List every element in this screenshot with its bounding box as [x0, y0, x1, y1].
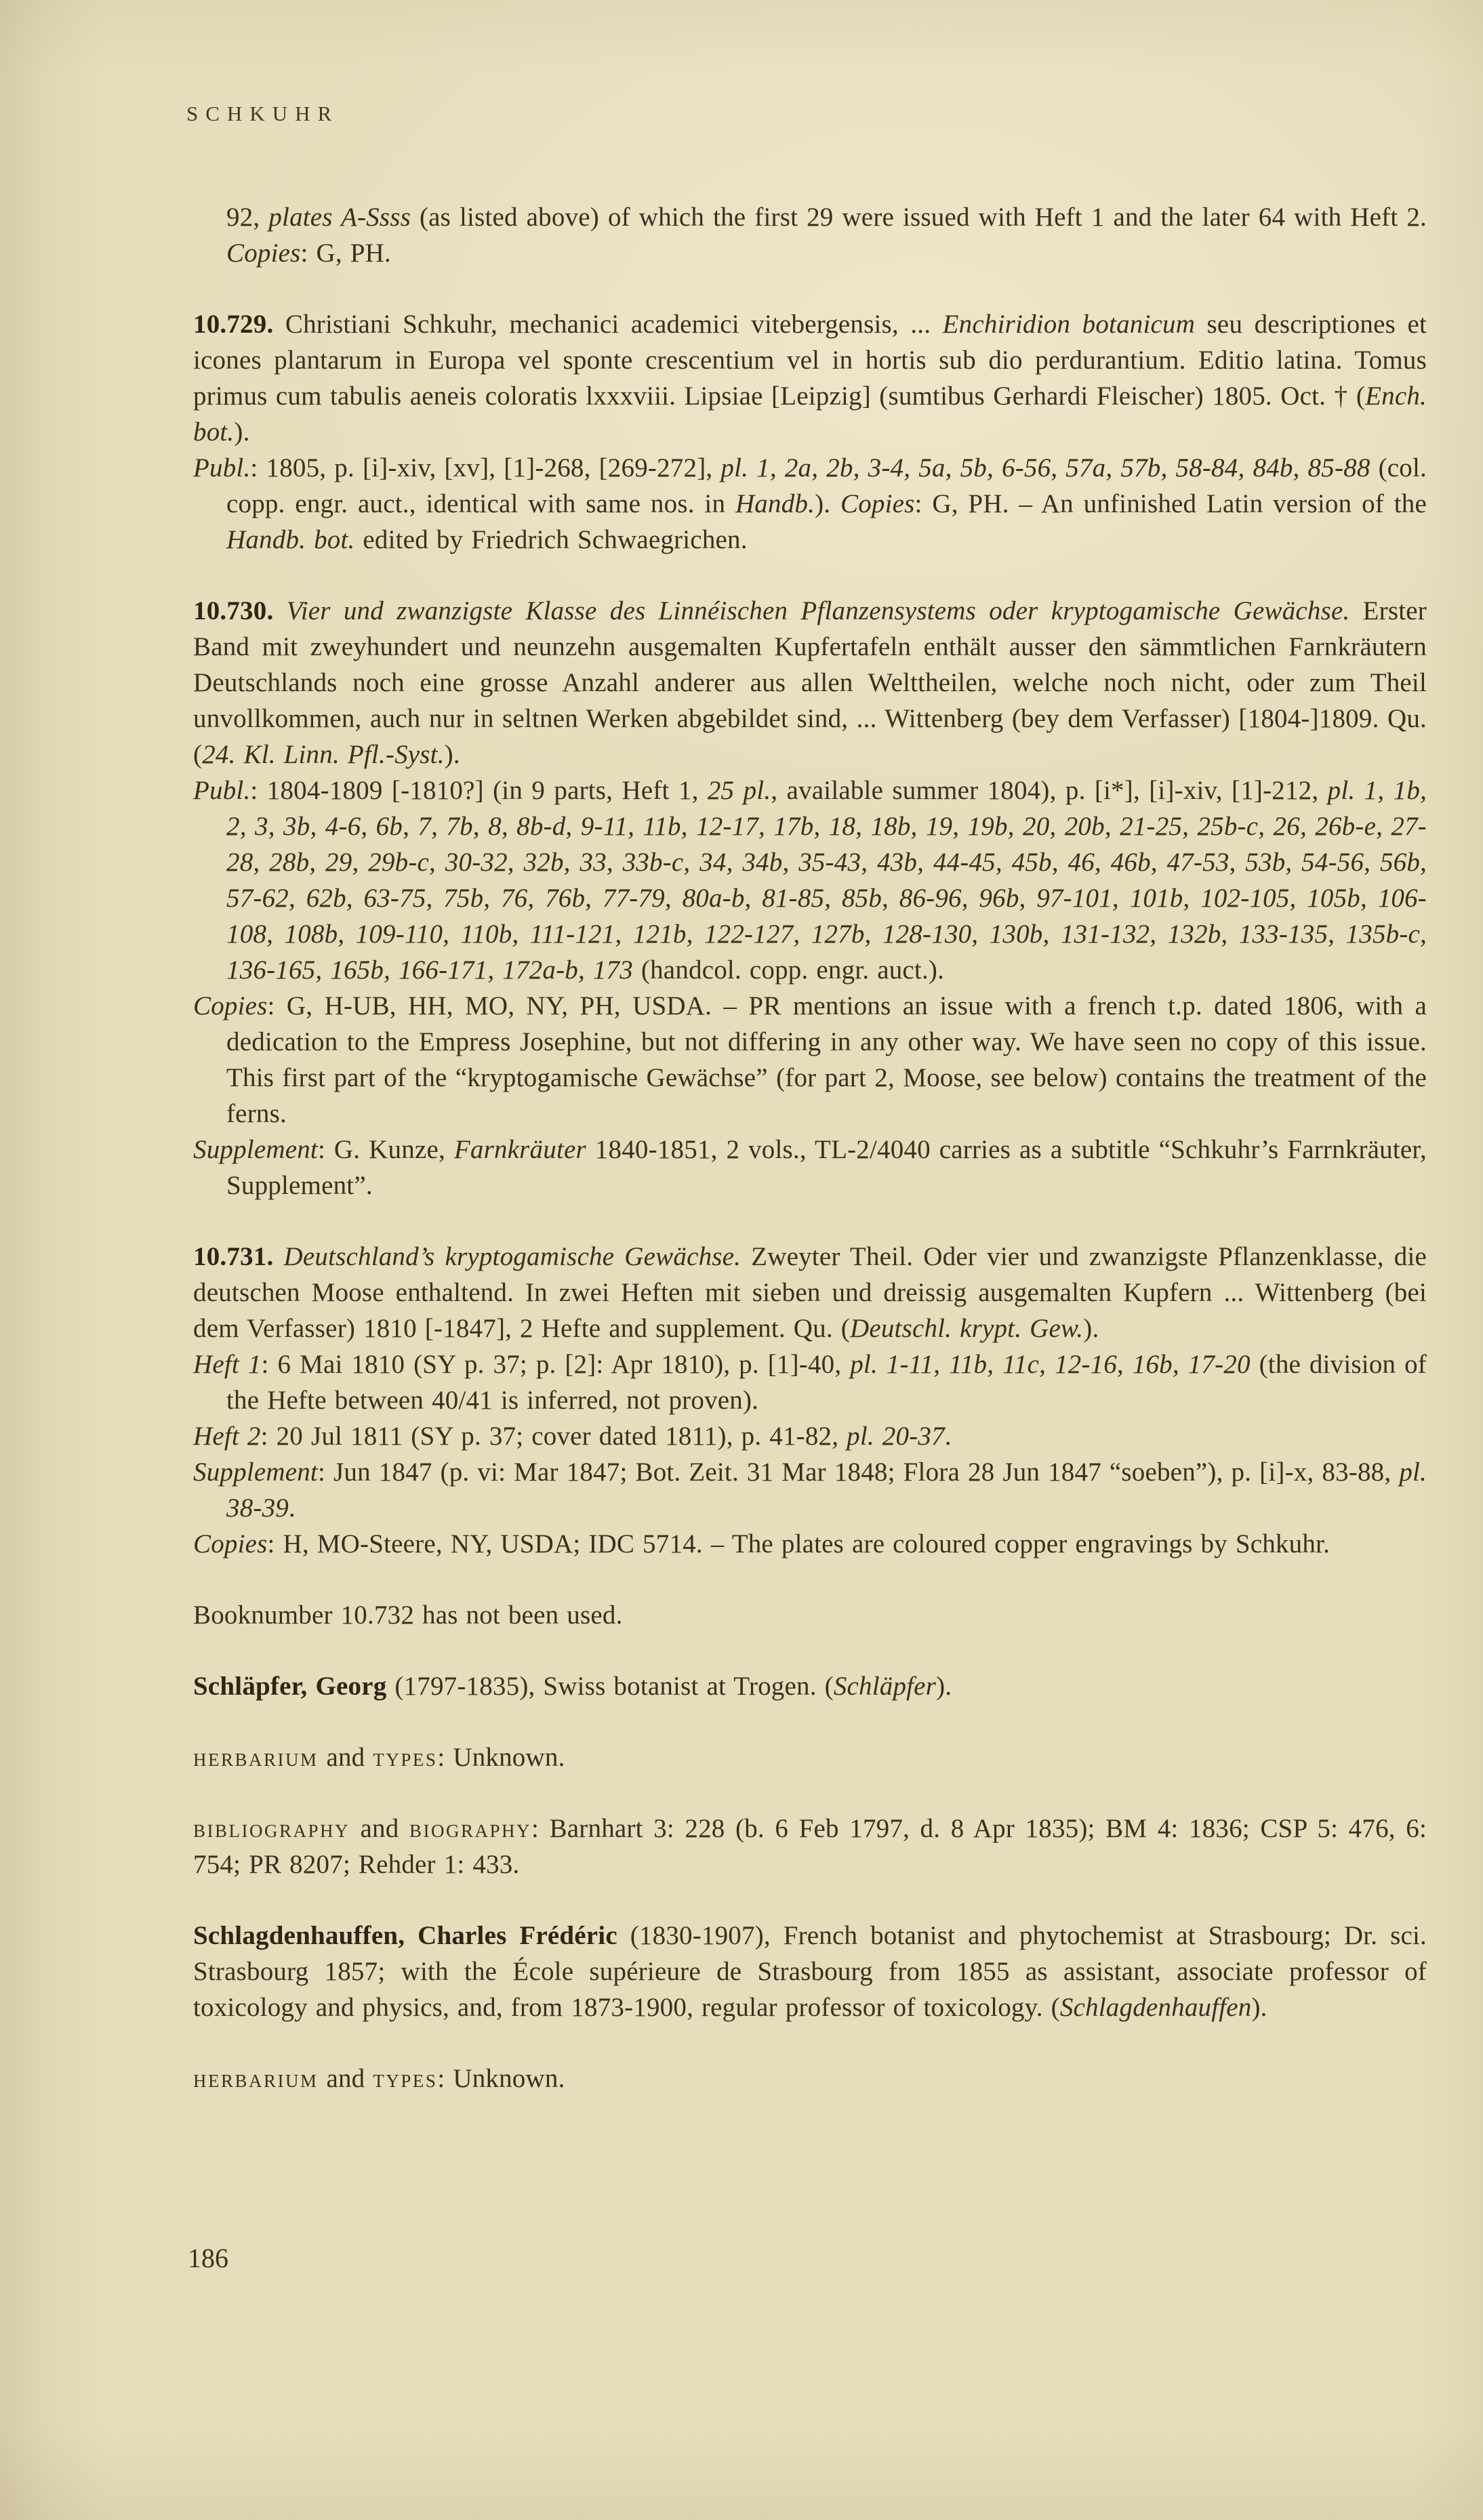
text-run: (the division of the Hefte between 40/41 is inferred, not proven).: [226, 1350, 1427, 1415]
text-run: : 20 Jul 1811 (SY p. 37; cover dated 1811), p. 41-82,: [260, 1422, 847, 1451]
italic-run: Copies: [193, 991, 268, 1020]
italic-run: Enchiridion botanicum: [942, 310, 1196, 339]
text-run: .: [944, 1422, 952, 1451]
italic-run: Deutschl. krypt. Gew.: [849, 1314, 1084, 1343]
text-run: ).: [1083, 1314, 1099, 1343]
text-run: : G. Kunze,: [317, 1135, 454, 1164]
italic-run: Farnkräuter: [453, 1135, 586, 1164]
page-number: 186: [188, 2243, 228, 2273]
italic-run: Heft 2: [193, 1422, 261, 1451]
italic-run: Publ.: [193, 776, 251, 805]
text-run: (col. copp. engr. auct., identical with same nos. in: [226, 453, 1427, 518]
entry-10729-publ: [193, 450, 1427, 558]
schlaepfer-bibliography: [193, 1811, 1427, 1882]
italic-run: Schlagdenhauffen: [1059, 1993, 1252, 2022]
page-body: [193, 199, 1427, 2096]
text-run: : Unknown.: [437, 1743, 565, 1772]
text-run: Zweyter Theil. Oder vier und zwanzigste Pflanzenklasse, die deutschen Moose enthaltend. In zwei Heften mit sieben und dreissig ausgemalten Kupfern ... Wittenberg (bei dem Verfasser) 1810 [-1847], 2 Hefte and supplement. Qu. (: [193, 1242, 1427, 1343]
entry-10731-supplement: [193, 1454, 1427, 1526]
text-run: : Unknown.: [437, 2064, 565, 2093]
italic-run: 24. Kl. Linn. Pfl.-Syst.: [202, 740, 445, 769]
entry-10731-heft1: [193, 1346, 1427, 1418]
carryover-paragraph: [193, 199, 1427, 271]
entry-10731-heft2: [193, 1418, 1427, 1454]
bold-run: Schlagdenhauffen, Charles Frédéric: [193, 1921, 617, 1950]
text-run: 92,: [226, 203, 269, 232]
text-run: (1830-1907), French botanist and phytochemist at Strasbourg; Dr. sci. Strasbourg 1857; with the École supérieure de Strasbourg from 1855 as assistant, associate professor of toxicology and physics, and, from 1873-1900, regular professor of toxicology. (: [193, 1921, 1427, 2022]
schlaepfer-herbarium-types: [193, 1739, 1427, 1775]
entry-10730-title: [193, 593, 1427, 772]
italic-run: pl. 1, 1b, 2, 3, 3b, 4-6, 6b, 7, 7b, 8, 8b-d, 9-11, 11b, 12-17, 17b, 18, 18b, 19, 19b, 20, 20b, 21-25, 25b-c, 26, 26b-e, 27-28, 28b, 29, 29b-c, 30-32, 32b, 33, 33b-c, 34, 34b, 35-43, 43b, 44-45, 45b, 46, 46b, 47-53, 53b, 54-56, 56b, 57-62, 62b, 63-75, 75b, 76, 76b, 77-79, 80a-b, 81-85, 85b, 86-96, 96b, 97-101, 101b, 102-105, 105b, 106-108, 108b, 109-110, 110b, 111-121, 121b, 122-127, 127b, 128-130, 130b, 131-132, 132b, 133-135, 135b-c, 136-165, 165b, 166-171, 172a-b, 173: [226, 776, 1427, 985]
italic-run: pl. 20-37: [847, 1422, 945, 1451]
italic-run: Heft 1: [193, 1350, 262, 1379]
text-run: : 1805, p. [i]-xiv, [xv], [1]-268, [269-272],: [250, 453, 721, 482]
text-run: : 6 Mai 1810 (SY p. 37; p. [2]: Apr 1810), p. [1]-40,: [261, 1350, 851, 1379]
italic-run: Publ.: [193, 453, 251, 482]
text-run: (as listed above) of which the first 29 were issued with Heft 1 and the later 64 with Heft 2.: [411, 203, 1427, 232]
entry-10730-publ: [193, 772, 1427, 988]
text-run: ).: [815, 489, 840, 518]
italic-run: Schläpfer: [833, 1672, 937, 1701]
text-run: and: [350, 1814, 409, 1843]
headword-schlaepfer: [193, 1668, 1427, 1704]
text-run: : H, MO-Steere, NY, USDA; IDC 5714. – The plates are coloured copper engravings by Schkuhr.: [267, 1529, 1330, 1558]
text-run: and: [318, 2064, 373, 2093]
entry-10731-title: [193, 1239, 1427, 1346]
italic-run: Handb. bot.: [226, 525, 355, 554]
text-run: : G, PH.: [300, 239, 392, 268]
italic-run: Copies: [193, 1529, 268, 1558]
schlagdenhauffen-herbarium-types: [193, 2061, 1427, 2096]
italic-run: Handb.: [735, 489, 815, 518]
bold-run: 10.730.: [193, 596, 287, 625]
italic-run: 25 pl.: [707, 776, 771, 805]
bold-run: 10.729.: [193, 310, 285, 339]
bold-run: Schläpfer, Georg: [193, 1672, 387, 1701]
entry-10730-supplement: [193, 1132, 1427, 1203]
italic-run: pl. 38-39: [226, 1458, 1427, 1523]
text-run: ).: [234, 417, 250, 447]
italic-run: Ench. bot.: [193, 381, 1427, 447]
headword-schlagdenhauffen: [193, 1918, 1427, 2025]
smallcaps-run: herbarium: [193, 1743, 319, 1772]
text-run: .: [289, 1493, 296, 1523]
italic-run: Copies: [840, 489, 915, 518]
italic-run: Supplement: [193, 1135, 318, 1164]
smallcaps-run: herbarium: [193, 2064, 319, 2093]
italic-run: pl. 1-11, 11b, 11c, 12-16, 16b, 17-20: [850, 1350, 1251, 1379]
text-run: edited by Friedrich Schwaegrichen.: [354, 525, 748, 554]
text-run: , available summer 1804), p. [i*], [i]-xiv, [1]-212,: [771, 776, 1328, 805]
italic-run: Vier und zwanzigste Klasse des Linnéischen Pflanzensystems oder kryptogamische Gewächse.: [286, 596, 1350, 625]
text-run: : Barnhart 3: 228 (b. 6 Feb 1797, d. 8 Apr 1835); BM 4: 1836; CSP 5: 476, 6: 754; PR 8207; Rehder 1: 433.: [193, 1814, 1427, 1879]
smallcaps-run: bibliography: [193, 1814, 350, 1843]
text-run: Booknumber 10.732 has not been used.: [193, 1600, 623, 1630]
text-run: ).: [1251, 1993, 1267, 2022]
smallcaps-run: types: [373, 1743, 438, 1772]
running-head: SCHKUHR: [186, 102, 340, 125]
text-run: seu descriptiones et icones plantarum in Europa vel sponte crescentium vel in hortis sub dio perdurantium. Editio latina. Tomus primus cum tabulis aeneis coloratis lxxxviii. Lipsiae [Leipzig] (sumtibus Gerhardi Fleischer) 1805. Oct. † (: [193, 310, 1427, 411]
text-run: (1797-1835), Swiss botanist at Trogen. (: [386, 1672, 834, 1701]
text-run: ).: [936, 1672, 952, 1701]
text-run: : 1804-1809 [-1810?] (in 9 parts, Heft 1,: [250, 776, 708, 805]
entry-10730-copies: [193, 988, 1427, 1132]
italic-run: Supplement: [193, 1458, 318, 1487]
text-run: (handcol. copp. engr. auct.).: [632, 955, 945, 985]
bold-run: 10.731.: [193, 1242, 284, 1271]
smallcaps-run: biography: [409, 1814, 532, 1843]
entry-10729-title: [193, 306, 1427, 450]
smallcaps-run: types: [373, 2064, 438, 2093]
text-run: : G, H-UB, HH, MO, NY, PH, USDA. – PR mentions an issue with a french t.p. dated 1806, with a dedication to the Empress Josephine, but not differing in any other way. We have seen no copy of this issue. This first part of the “kryptogamische Gewächse” (for part 2, Moose, see below) contains the treatment of the ferns.: [226, 991, 1427, 1128]
entry-10731-copies: [193, 1526, 1427, 1562]
text-run: Christiani Schkuhr, mechanici academici vitebergensis, ...: [285, 310, 943, 339]
text-run: 1840-1851, 2 vols., TL-2/4040 carries as a subtitle “Schkuhr’s Farrnkräuter, Supplement”.: [226, 1135, 1427, 1200]
italic-run: pl. 1, 2a, 2b, 3-4, 5a, 5b, 6-56, 57a, 57b, 58-84, 84b, 85-88: [720, 453, 1370, 482]
text-run: Erster Band mit zweyhundert und neunzehn ausgemalten Kupfertafeln enthält ausser den sämmtlichen Farnkräutern Deutschlands noch eine grosse Anzahl anderer aus allen Welttheilen, welche noch nicht, oder zum Theil unvollkommen, auch nur in seltnen Werken abgebildet sind, ... Wittenberg (bey dem Verfasser) [1804-]1809. Qu. (: [193, 596, 1427, 769]
text-run: : Jun 1847 (p. vi: Mar 1847; Bot. Zeit. 31 Mar 1848; Flora 28 Jun 1847 “soeben”), p. [i]-x, 83-88,: [317, 1458, 1400, 1487]
booknumber-note: [193, 1597, 1427, 1633]
italic-run: plates A-Ssss: [268, 203, 411, 232]
italic-run: Copies: [226, 239, 301, 268]
text-run: and: [318, 1743, 373, 1772]
text-run: : G, PH. – An unfinished Latin version of the: [914, 489, 1427, 518]
text-run: ).: [444, 740, 460, 769]
italic-run: Deutschland’s kryptogamische Gewächse.: [283, 1242, 742, 1271]
